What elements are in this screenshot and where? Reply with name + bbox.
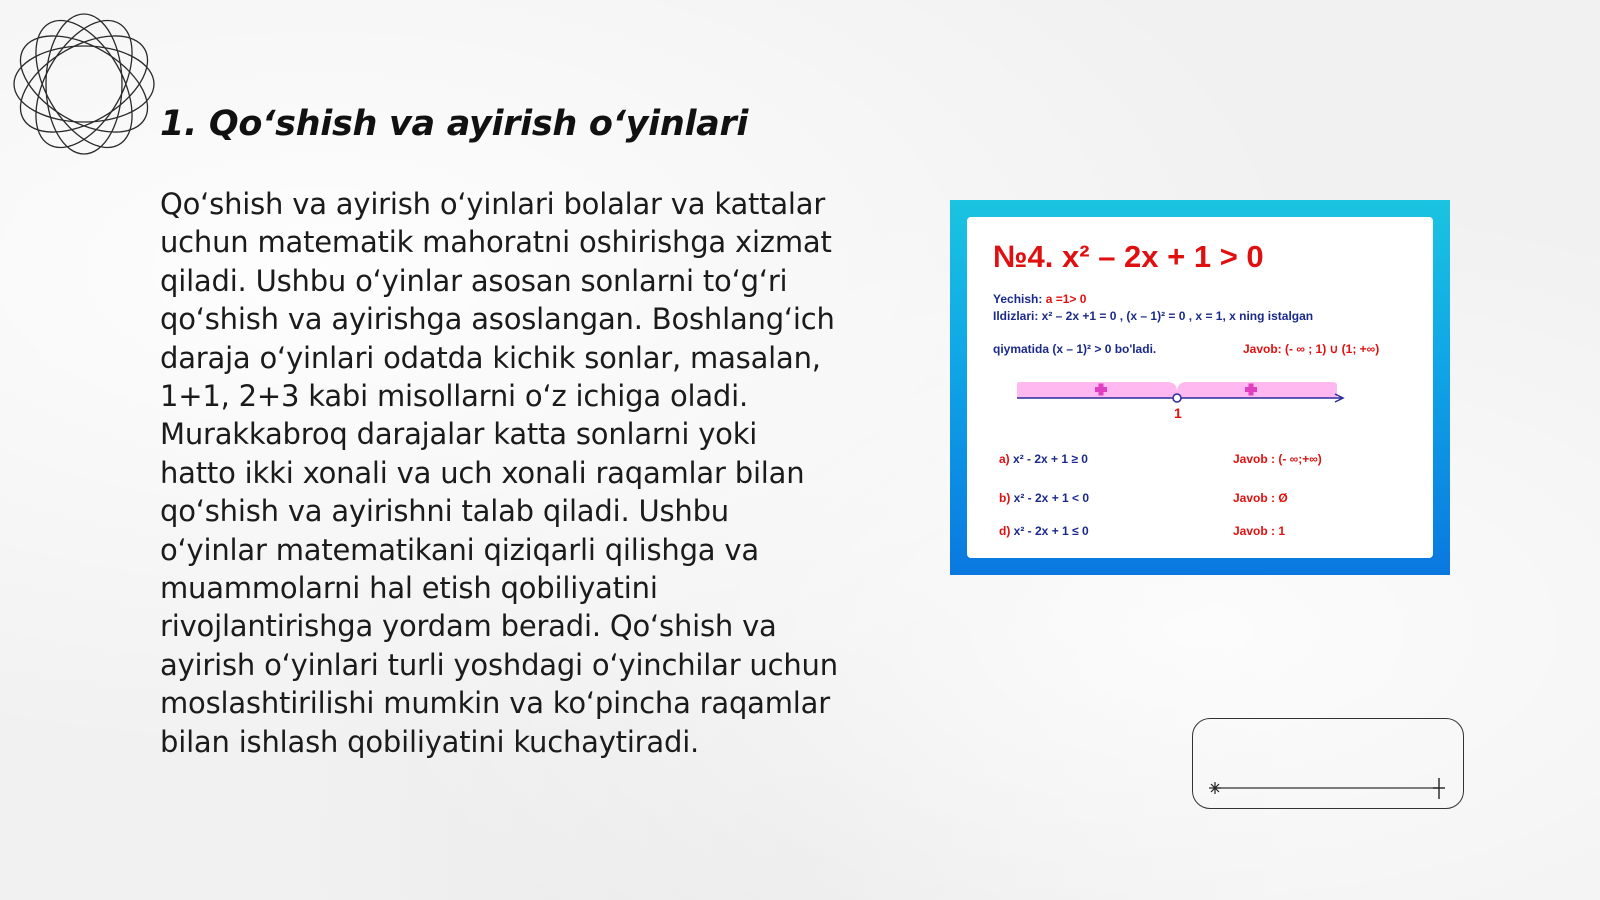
problem-title: №4. x² – 2x + 1 > 0 [993, 239, 1264, 274]
case-b-expression: x² - 2x + 1 < 0 [1013, 491, 1090, 505]
yechish-value: a =1> 0 [1045, 292, 1087, 306]
case-a-expression: x² - 2x + 1 ≥ 0 [1013, 452, 1088, 466]
case-d-answer: Javob : 1 [1233, 524, 1286, 538]
solution-line-ildizlari: Ildizlari: x² – 2x +1 = 0 , (x – 1)² = 0 , x = 1, x ning istalgan [993, 309, 1314, 323]
slide-body-text: Qo‘shish va ayirish o‘yinlari bolalar va kattalar uchun matematik mahoratni oshirishga xizmat qiladi. Ushbu o‘yinlar asosan sonlarni to‘g‘ri qo‘shish va ayirishga asoslangan. Boshlang‘ich daraja o‘yinlari odatda kichik sonlar, masalan, 1+1, 2+3 kabi misollarni o‘z ichiga oladi. Murakkabroq darajalar katta sonlarni yoki hatto ikki xonali va uch xonali raqamlar bilan qo‘shish va ayirishni talab qiladi. Ushbu o‘yinlar matematikani qiziqarli qilishga va muammolarni hal etish qobiliyatini rivojlantirishga yordam beradi. Qo‘shish va ayirish o‘yinlari turli yoshdagi o‘yinchilar uchun moslashtirilishi mumkin va ko‘pincha raqamlar bilan ishlash qobiliyatini kuchaytiradi. [160, 187, 838, 759]
case-d-letter: d) [999, 524, 1011, 538]
case-b [999, 491, 1089, 505]
case-b-answer: Javob : Ø [1233, 491, 1288, 505]
math-problem-card [967, 217, 1433, 558]
yechish-label: Yechish: [993, 292, 1043, 306]
decorative-line [1193, 719, 1465, 810]
number-line-point-label: 1 [1174, 405, 1182, 421]
cross-icon [1433, 778, 1445, 799]
open-point [1173, 394, 1181, 402]
case-d [999, 524, 1089, 538]
case-a [999, 452, 1088, 466]
solution-answer: Javob: (- ∞ ; 1) ∪ (1; +∞) [1243, 342, 1380, 356]
decorative-rounded-box [1192, 718, 1464, 809]
case-d-expression: x² - 2x + 1 ≤ 0 [1013, 524, 1089, 538]
number-line-diagram [1017, 372, 1357, 422]
case-b-letter: b) [999, 491, 1011, 505]
slide-title: 1. Qo‘shish va ayirish o‘yinlari [160, 104, 749, 144]
circular-knot-logo-icon [10, 10, 158, 158]
math-problem-image [950, 200, 1450, 575]
case-a-answer: Javob : (- ∞;+∞) [1233, 452, 1322, 466]
solution-line-qiymatida: qiymatida (x – 1)² > 0 bo'ladi. [993, 342, 1157, 356]
sparkle-icon [1209, 782, 1221, 794]
case-a-letter: a) [999, 452, 1010, 466]
solution-line-yechish [993, 292, 1086, 306]
